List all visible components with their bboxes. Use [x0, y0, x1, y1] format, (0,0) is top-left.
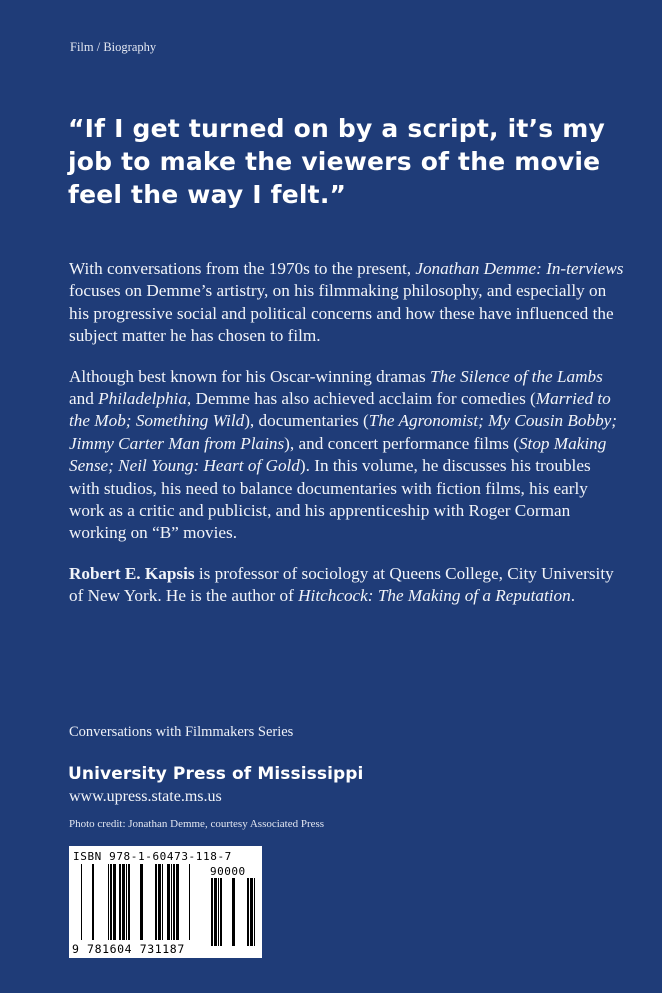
series-name: Conversations with Filmmakers Series	[69, 724, 294, 740]
isbn-number: ISBN 978-1-60473-118-7	[73, 850, 232, 863]
text-run: and	[69, 389, 99, 409]
text-run: , Demme has also achieved acclaim for comedies (	[186, 389, 536, 409]
text-run: .	[570, 586, 575, 606]
quote-line: job to make the viewers of the movie	[68, 147, 601, 176]
category-label: Film / Biography	[70, 40, 157, 54]
text-run: With conversations from the 1970s to the present,	[69, 259, 416, 278]
publisher-name: University Press of Mississippi	[68, 764, 364, 784]
italic-title: The Agronomist; My Cousin Bobby; Jimmy Carter Man from Plains	[69, 411, 618, 453]
paragraph-intro	[69, 258, 625, 348]
pull-quote	[68, 112, 628, 211]
description-body	[69, 258, 625, 626]
text-run: ), and concert performance films (	[284, 433, 519, 453]
text-run: is professor of sociology at Queens College, City University of New York. He is the author of	[69, 563, 614, 606]
italic-title: The Silence of the Lambs	[430, 366, 603, 386]
isbn-barcode	[69, 846, 262, 958]
photo-credit: Photo credit: Jonathan Demme, courtesy Associated Press	[69, 818, 325, 830]
italic-title: Hitchcock: The Making of a Reputation	[298, 586, 571, 606]
text-run: ). In this volume, he discusses his troubles with studios, his need to balance documentaries with fiction films, his early work as a critic and publicist, and his apprenticeship with Roger Corman working on “B” movies.	[69, 456, 591, 543]
italic-title: Jonathan Demme: In-terviews	[415, 259, 624, 278]
italic-title: Philadelphia	[98, 389, 187, 409]
text-run: ), documentaries (	[244, 411, 369, 431]
quote-line: feel the way I felt.”	[68, 180, 347, 209]
price-code: 90000	[210, 865, 246, 878]
quote-line: “If I get turned on by a script, it’s my	[68, 114, 605, 143]
text-run: Although best known for his Oscar-winning dramas	[69, 366, 431, 386]
italic-title: Stop Making Sense; Neil Young: Heart of Gold	[69, 433, 607, 476]
text-run: focuses on Demme’s artistry, on his filmmaking philosophy, and especially on his progressive social and political concerns and how these have influenced the subject matter he has chosen to film.	[69, 281, 614, 346]
ean-digits: 9 781604 731187	[72, 942, 185, 956]
author-name: Robert E. Kapsis	[69, 563, 195, 583]
publisher-website: www.upress.state.ms.us	[69, 788, 222, 805]
paragraph-author-bio	[69, 563, 625, 608]
paragraph-filmography	[69, 366, 625, 545]
italic-title: Married to the Mob; Something Wild	[69, 389, 611, 431]
